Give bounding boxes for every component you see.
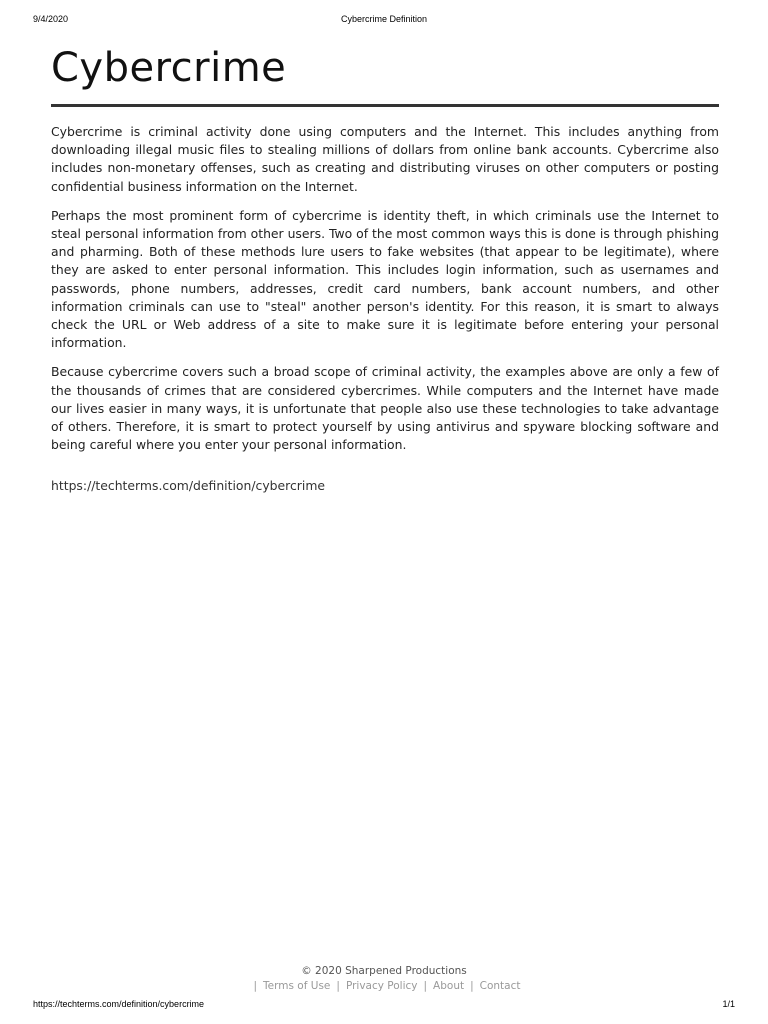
- footer-separator: |: [470, 980, 474, 992]
- print-header: [33, 14, 735, 26]
- print-date: 9/4/2020: [33, 14, 69, 24]
- footer-separator: |: [423, 980, 428, 992]
- print-url: https://techterms.com/definition/cybercrime: [33, 999, 205, 1009]
- print-footer: [33, 999, 735, 1011]
- about-link[interactable]: About: [433, 980, 465, 992]
- print-page-title: Cybercrime Definition: [340, 14, 428, 24]
- contact-link[interactable]: Contact: [479, 980, 521, 992]
- article-body: [51, 123, 719, 454]
- article: [51, 40, 719, 493]
- paragraph-3: Because cybercrime covers such a broad scope of criminal activity, the examples above are only a few of the thousands of crimes that are considered cybercrimes. While computers and the Internet have made our lives easier in many ways, it is unfortunate that people also use these technologies to take advantage of others. Therefore, it is smart to protect yourself by using antivirus and spyware blocking software and being careful where you enter your personal information.: [51, 364, 719, 453]
- page-title: Cybercrime: [51, 40, 719, 107]
- paragraph-2: Perhaps the most prominent form of cybercrime is identity theft, in which criminals use the Internet to steal personal information from other users. Two of the most common ways this is done is through phishing and pharming. Both of these methods lure users to fake websites (that appear to be legitimate), where they are asked to enter personal information. This includes login information, such as usernames and passwords, phone numbers, addresses, credit card numbers, bank account numbers, and other information criminals can use to "steal" another person's identity. For this reason, it is smart to always check the URL or Web address of a site to make sure it is legitimate before entering your personal information.: [51, 207, 719, 351]
- source-url: https://techterms.com/definition/cybercrime: [51, 478, 326, 494]
- site-footer: [0, 964, 768, 994]
- terms-of-use-link[interactable]: Terms of Use: [263, 980, 331, 992]
- paragraph-1: Cybercrime is criminal activity done using computers and the Internet. This includes anything from downloading illegal music files to stealing millions of dollars from online bank accounts. Cybercrime also includes non-monetary offenses, such as creating and distributing viruses on other computers or posting confidential business information on the Internet.: [51, 124, 719, 194]
- privacy-policy-link[interactable]: Privacy Policy: [345, 980, 418, 992]
- page-number: 1/1: [722, 999, 735, 1009]
- footer-links: [0, 979, 768, 994]
- footer-separator: |: [253, 980, 258, 992]
- footer-separator: |: [336, 980, 340, 992]
- copyright-text: © 2020 Sharpened Productions: [301, 965, 467, 977]
